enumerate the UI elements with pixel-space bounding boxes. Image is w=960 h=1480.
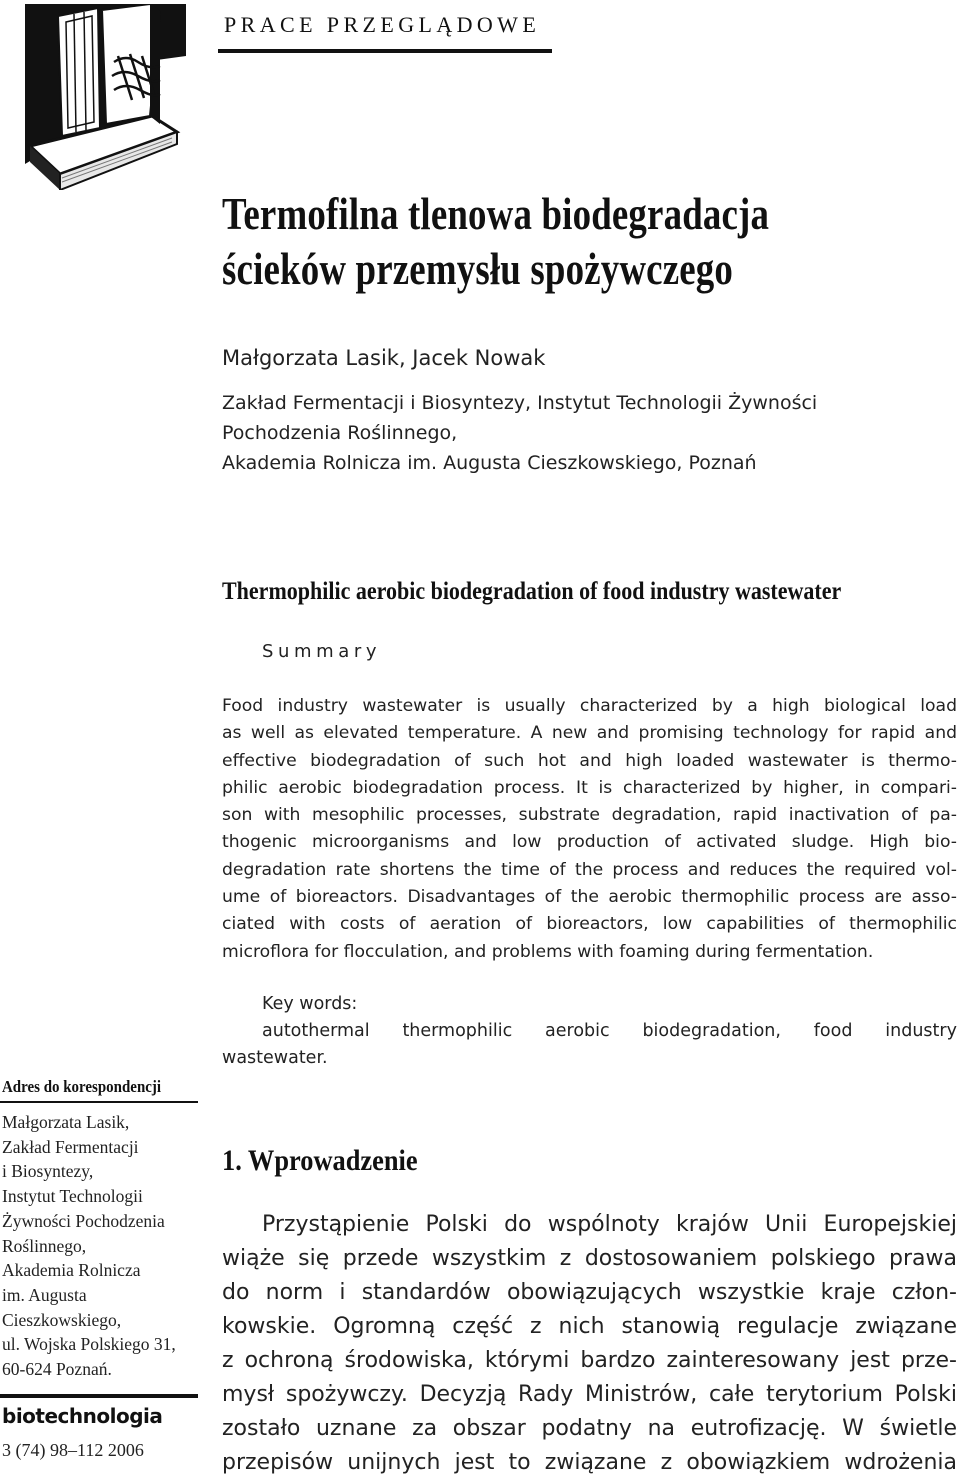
correspondence-address xyxy=(2,1110,202,1382)
body-line: Przystąpienie Polski do wspólnoty krajów Unii Europejskiej xyxy=(262,1212,957,1237)
body-line: do norm i standardów obowiązujących wszystkie kraje człon- xyxy=(222,1280,957,1305)
body-line: wiąże się przede wszystkim z dostosowaniem polskiego prawa xyxy=(222,1246,957,1271)
address-line: Akademia Rolnicza xyxy=(2,1260,141,1281)
section-heading: 1. Wprowadzenie xyxy=(222,1144,418,1177)
body-text xyxy=(222,1208,957,1480)
section-header: PRACE PRZEGLĄDOWE xyxy=(224,12,541,37)
abstract-line: effective biodegradation of such hot and high loaded wastewater is thermo- xyxy=(222,750,957,771)
authors: Małgorzata Lasik, Jacek Nowak xyxy=(222,346,546,370)
keyword: autothermal xyxy=(262,1021,370,1041)
keyword: industry xyxy=(885,1021,957,1041)
abstract xyxy=(222,693,957,966)
summary-label: Summary xyxy=(262,641,382,662)
english-title: Thermophilic aerobic biodegradation of food industry wastewater xyxy=(222,578,842,605)
sidebar-rule xyxy=(0,1101,198,1103)
address-line: Instytut Technologii xyxy=(2,1186,143,1207)
keywords-label: Key words: xyxy=(262,994,358,1014)
affiliation-line: Akademia Rolnicza im. Augusta Cieszkowskiego, Poznań xyxy=(222,452,757,474)
body-line: zostało uznane za obszar podatny na eutrofizację. W świetle xyxy=(222,1416,957,1441)
journal-rule xyxy=(0,1394,198,1398)
correspondence-heading: Adres do korespondencji xyxy=(2,1077,162,1096)
book-logo-icon xyxy=(22,4,186,190)
address-line: 60-624 Poznań. xyxy=(2,1359,112,1380)
body-line: z ochroną środowiska, którymi bardzo zainteresowany jest prze- xyxy=(222,1348,957,1373)
address-line: ul. Wojska Polskiego 31, xyxy=(2,1334,176,1355)
body-line: kowskie. Ogromną część z nich stanowią regulacje związane xyxy=(222,1314,957,1339)
address-line: Cieszkowskiego, xyxy=(2,1309,122,1330)
abstract-line: ciated with costs of aeration of bioreactors, low capabilities of thermophilic xyxy=(222,914,957,935)
journal-name: biotechnologia xyxy=(2,1404,163,1428)
keyword: thermophilic xyxy=(402,1021,513,1041)
address-line: Małgorzata Lasik, xyxy=(2,1112,130,1132)
abstract-line: ume of bioreactors. Disadvantages of the aerobic thermophilic process are asso- xyxy=(222,887,957,908)
header-rule xyxy=(218,49,552,53)
address-line: Roślinnego, xyxy=(2,1235,87,1256)
address-line: i Biosyntezy, xyxy=(2,1161,94,1182)
abstract-line: son with mesophilic processes, substrate degradation, rapid inactivation of pa- xyxy=(222,805,957,826)
article-title-line-1: Termofilna tlenowa biodegradacja xyxy=(222,189,770,239)
article-title-line-2: ścieków przemysłu spożywczego xyxy=(222,244,734,294)
affiliation-line: Pochodzenia Roślinnego, xyxy=(222,422,458,444)
keyword: aerobic xyxy=(545,1021,610,1041)
address-line: Żywności Pochodzenia xyxy=(2,1210,165,1231)
affiliation-line: Zakład Fermentacji i Biosyntezy, Instytut Technologii Żywności xyxy=(222,392,818,414)
keyword: biodegradation, xyxy=(642,1021,781,1041)
abstract-line: as well as elevated temperature. A new and promising technology for rapid and xyxy=(222,723,957,744)
abstract-line: microflora for flocculation, and problems with foaming during fermentation. xyxy=(222,941,874,962)
keywords xyxy=(222,1018,957,1072)
abstract-line: philic aerobic biodegradation process. It is characterized by higher, in compari- xyxy=(222,777,957,798)
body-line: przepisów unijnych jest to związane z obowiązkiem wdrożenia xyxy=(222,1450,957,1475)
abstract-line: degradation rate shortens the time of the process and reduces the required vol- xyxy=(222,859,957,880)
body-line: mysł spożywczy. Decyzją Rady Ministrów, całe terytorium Polski xyxy=(222,1382,957,1407)
journal-issue: 3 (74) 98–112 2006 xyxy=(2,1440,144,1460)
address-line: Zakład Fermentacji xyxy=(2,1136,139,1157)
abstract-line: thogenic microorganisms and low production of activated sludge. High bio- xyxy=(222,832,957,853)
keywords-line-1 xyxy=(222,1018,957,1045)
keywords-line-2: wastewater. xyxy=(222,1048,328,1068)
address-line: im. Augusta xyxy=(2,1284,87,1305)
keyword: food xyxy=(813,1021,853,1041)
abstract-line: Food industry wastewater is usually characterized by a high biological load xyxy=(222,696,957,716)
